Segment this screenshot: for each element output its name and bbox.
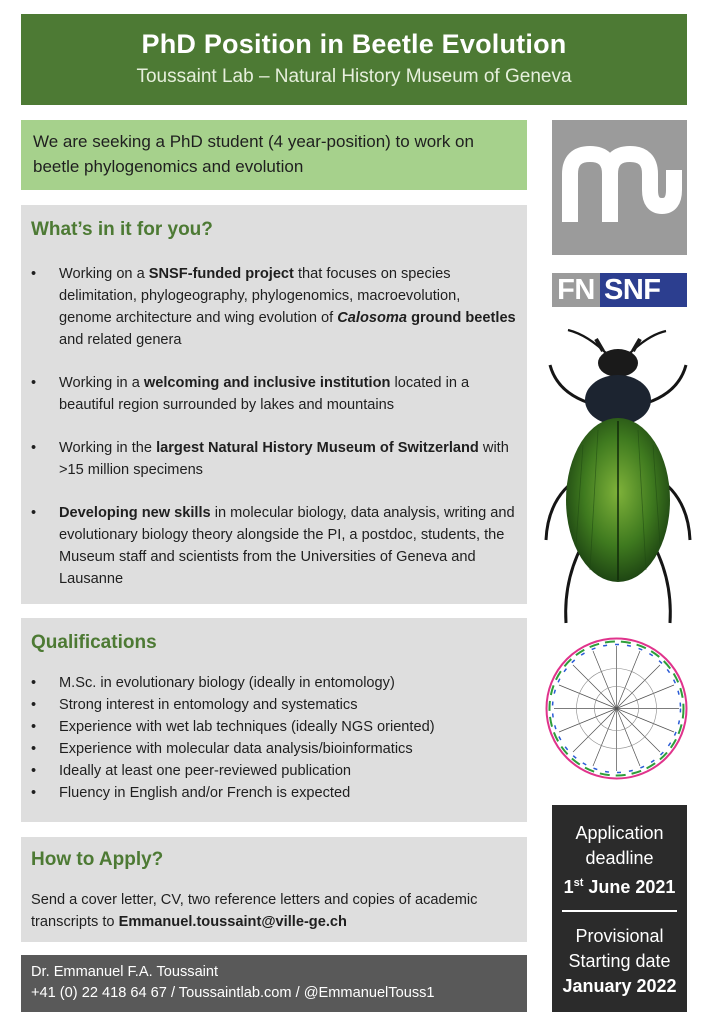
list-item bbox=[31, 672, 517, 694]
deadline-day-suffix: st bbox=[573, 877, 584, 889]
contact-footer bbox=[21, 955, 527, 1012]
list-item bbox=[31, 782, 517, 804]
item-text: Experience with molecular data analysis/bioinformatics bbox=[59, 741, 413, 757]
list-item bbox=[31, 694, 517, 716]
list-item bbox=[31, 738, 517, 760]
intro-text: We are seeking a PhD student (4 year-position) to work on beetle phylogenomics and evolution bbox=[33, 132, 474, 176]
snf-s-text: S bbox=[604, 274, 623, 306]
item-text: Experience with wet lab techniques (ideally NGS oriented) bbox=[59, 719, 435, 735]
deadline-label-2: deadline bbox=[585, 848, 654, 868]
item-bold: welcoming and inclusive institution bbox=[143, 375, 391, 391]
list-item bbox=[31, 760, 517, 782]
snf-nf-block bbox=[600, 273, 687, 307]
bullet-icon: • bbox=[31, 719, 37, 735]
apply-panel bbox=[21, 837, 527, 942]
item-bold: SNSF-funded project bbox=[148, 266, 294, 282]
snf-fn-text: FN bbox=[552, 273, 600, 307]
item-text: with >15 million specimens bbox=[59, 440, 509, 478]
benefits-list bbox=[31, 263, 517, 590]
apply-instructions: Send a cover letter, CV, two reference letters and copies of academic transcripts to bbox=[31, 892, 478, 930]
item-text: and related genera bbox=[59, 332, 182, 348]
snf-logo bbox=[552, 273, 687, 307]
phylogenetic-tree-image bbox=[544, 636, 689, 781]
contact-details[interactable]: +41 (0) 22 418 64 67 / Toussaintlab.com / @EmmanuelTouss1 bbox=[31, 985, 435, 1001]
item-text: Working in the bbox=[59, 440, 157, 456]
list-item bbox=[31, 372, 517, 416]
bullet-icon: • bbox=[31, 763, 37, 779]
snf-logo-wordmark bbox=[552, 273, 687, 307]
intro-box bbox=[21, 120, 527, 190]
deadline-month-year: June 2021 bbox=[583, 877, 676, 897]
benefits-panel bbox=[21, 205, 527, 604]
item-text: Ideally at least one peer-reviewed publication bbox=[59, 763, 352, 779]
bullet-icon: • bbox=[31, 440, 37, 456]
beetle-icon bbox=[538, 325, 698, 627]
deadline-date bbox=[552, 871, 687, 900]
benefits-heading: What’s in it for you? bbox=[31, 219, 213, 240]
bullet-icon: • bbox=[31, 675, 37, 691]
item-bold: largest Natural History Museum of Switzerland bbox=[156, 440, 479, 456]
bullet-icon: • bbox=[31, 785, 37, 801]
list-item bbox=[31, 437, 517, 481]
contact-name: Dr. Emmanuel F.A. Toussaint bbox=[31, 964, 219, 980]
apply-text bbox=[31, 889, 517, 933]
phylogeny-circle-icon bbox=[544, 636, 689, 781]
bullet-icon: • bbox=[31, 375, 37, 391]
bullet-icon: • bbox=[31, 741, 37, 757]
qualifications-list bbox=[31, 672, 517, 804]
item-text: Working on a bbox=[59, 266, 149, 282]
museum-logo-icon bbox=[552, 120, 687, 255]
deadline-divider bbox=[562, 910, 677, 912]
item-text: Working in a bbox=[59, 375, 144, 391]
deadline-label-1: Application bbox=[575, 823, 664, 843]
item-text: located in a beautiful region surrounded by lakes and mountains bbox=[59, 375, 470, 413]
list-item bbox=[31, 502, 517, 590]
header-banner bbox=[21, 14, 687, 105]
start-label-2: Starting date bbox=[568, 951, 671, 971]
page-title: PhD Position in Beetle Evolution bbox=[141, 29, 567, 59]
qualifications-panel bbox=[21, 618, 527, 822]
start-label-1: Provisional bbox=[575, 926, 664, 946]
item-bold: Developing new skills bbox=[59, 505, 211, 521]
item-text: that focuses on species delimitation, phylogeography, phylogenomics, macroevolution, genome architecture and wing evolution of bbox=[59, 266, 461, 326]
deadline-day: 1 bbox=[563, 877, 574, 897]
bullet-icon: • bbox=[31, 266, 37, 282]
item-bold: ground beetles bbox=[407, 310, 516, 326]
item-text: M.Sc. in evolutionary biology (ideally in entomology) bbox=[59, 675, 395, 691]
qualifications-heading: Qualifications bbox=[31, 632, 157, 653]
apply-heading: How to Apply? bbox=[31, 849, 164, 870]
start-date: January 2022 bbox=[562, 976, 677, 996]
deadline-box bbox=[552, 805, 687, 1012]
bullet-icon: • bbox=[31, 505, 37, 521]
item-text: Strong interest in entomology and systematics bbox=[59, 697, 358, 713]
list-item bbox=[31, 716, 517, 738]
email-link[interactable]: Emmanuel.toussaint@ville-ge.ch bbox=[118, 914, 347, 930]
page-subtitle: Toussaint Lab – Natural History Museum of Geneva bbox=[136, 66, 572, 87]
snf-nf-text: NF bbox=[622, 274, 661, 306]
item-bold-italic: Calosoma bbox=[337, 310, 408, 326]
item-text: in molecular biology, data analysis, writing and evolutionary biology theory alongside the PI, a postdoc, students, the Museum staff and scientists from the Universities of Geneva and Lausanne bbox=[59, 505, 515, 587]
item-text: Fluency in English and/or French is expected bbox=[59, 785, 351, 801]
list-item bbox=[31, 263, 517, 351]
museum-logo bbox=[552, 120, 687, 255]
beetle-image bbox=[538, 325, 698, 627]
bullet-icon: • bbox=[31, 697, 37, 713]
